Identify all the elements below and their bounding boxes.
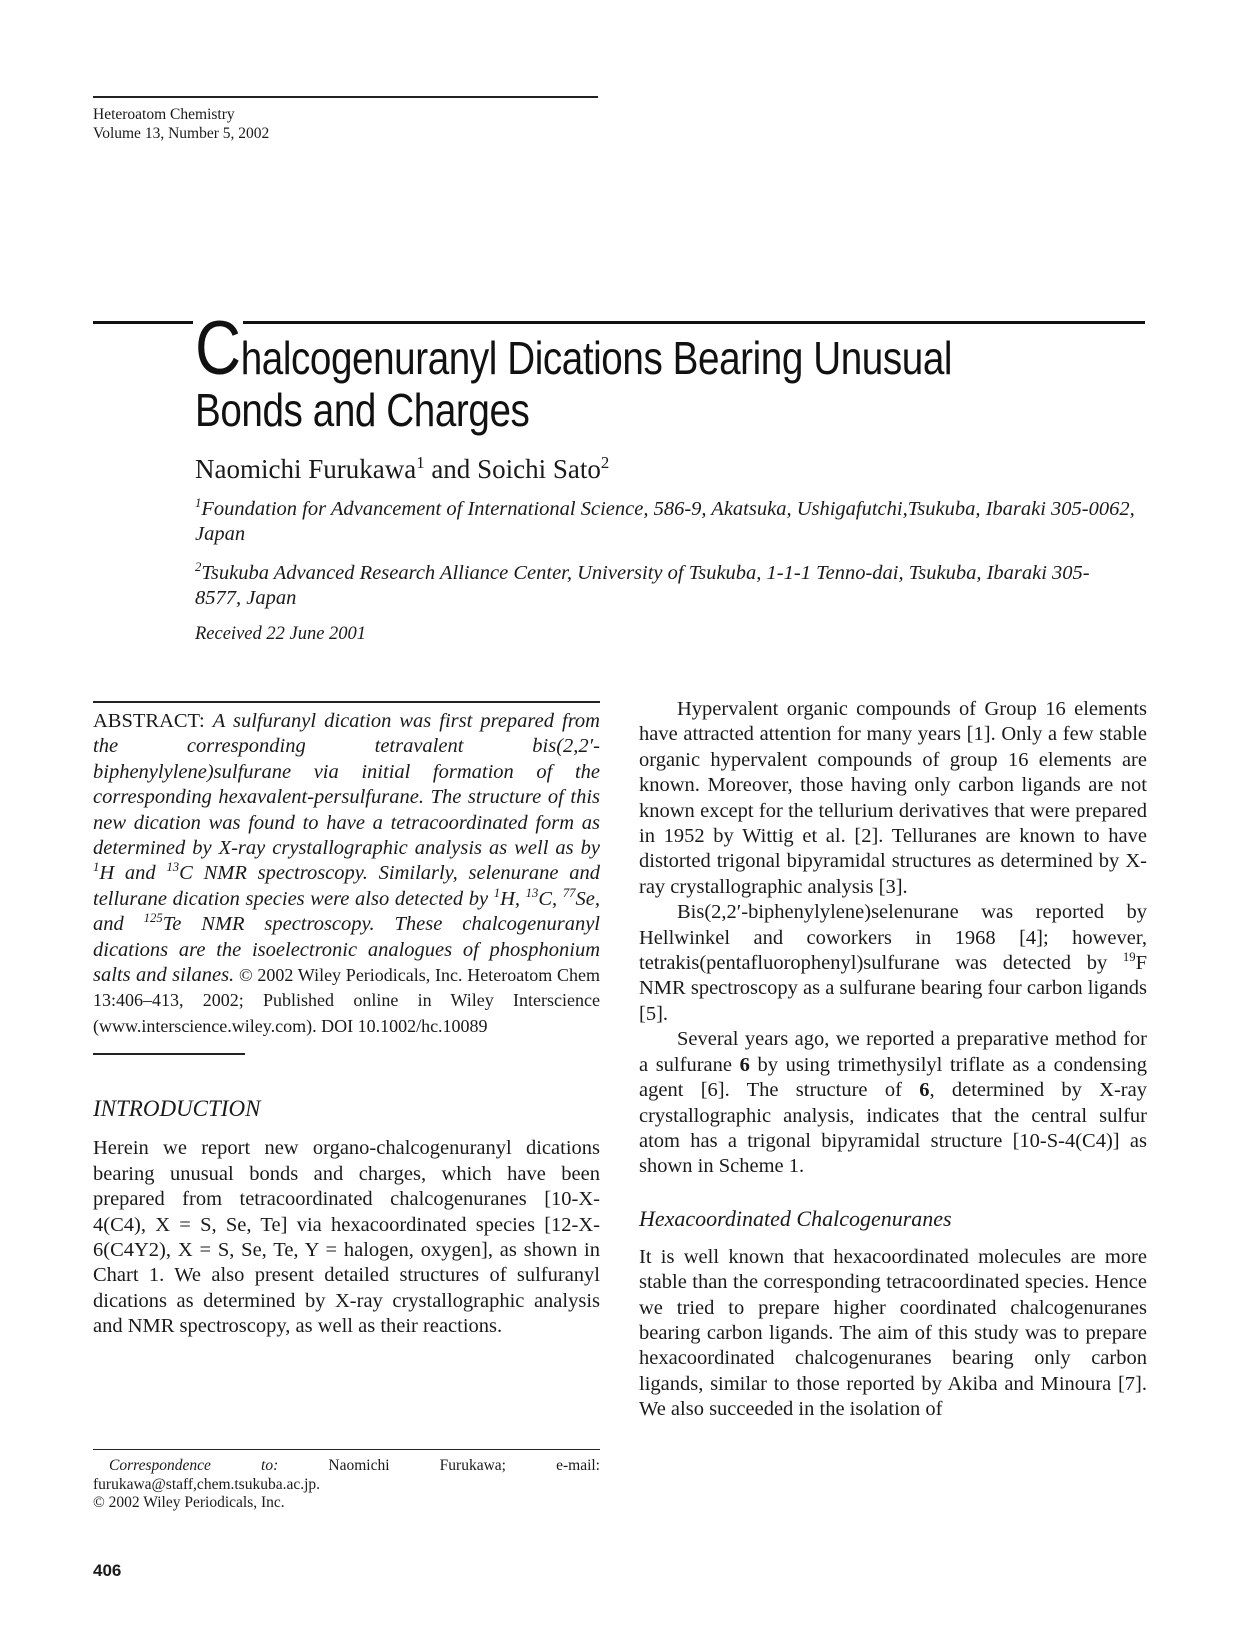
right-paragraph-3-text-b: by using trimethysilyl triflate as a condensing agent [6]. The structure of	[639, 1053, 1147, 1102]
right-column	[639, 697, 1147, 1423]
affiliation-2-text: Tsukuba Advanced Research Alliance Center, University of Tsukuba, 1-1-1 Tenno-dai, Tsukuba, Ibaraki 305-8577, Japan	[195, 562, 1090, 609]
section-heading-introduction: INTRODUCTION	[93, 1096, 261, 1122]
abstract	[93, 701, 600, 1039]
abstract-text-6: Se, and	[93, 887, 600, 936]
title-rule-left	[93, 321, 193, 324]
abstract-citation: © 2002 Wiley Periodicals, Inc. Heteroatom Chem 13:406–413, 2002; Published online in Wiley Interscience (www.interscience.wiley.com). DOI 10.1002/hc.10089	[93, 965, 600, 1036]
right-paragraph-3-text-c: , determined by X-ray crystallographic analysis, indicates that the central sulfur atom has a trigonal bipyramidal structure [10-S-4(C4)] as shown in Scheme 1.	[639, 1079, 1147, 1178]
abstract-text-3: C NMR spectroscopy. Similarly, selenurane and tellurane dication species were also detected by	[93, 862, 600, 910]
title-line-1-rest: halcogenuranyl Dications Bearing Unusual	[240, 332, 953, 384]
isotope-1h-2: 1	[493, 886, 501, 901]
affiliation-2-mark: 2	[195, 560, 202, 575]
abstract-text-1: A sulfuranyl dication was first prepared from the corresponding tetravalent bis(2,2′-biphenylylene)sulfurane via initial formation of the corresponding hexavalent-persulfurane. The structure of this new dication was found to have a tetracoordinated form as determined by X-ray crystallographic analysis as well as by	[93, 710, 600, 860]
subsection-heading-hexacoordinated: Hexacoordinated Chalcogenuranes	[639, 1205, 952, 1231]
abstract-end-rule	[93, 1053, 245, 1055]
author-2-affil-mark: 2	[600, 453, 610, 472]
abstract-label: ABSTRACT:	[93, 710, 205, 732]
author-1: Naomichi Furukawa	[195, 454, 417, 484]
compound-number-6-second: 6	[919, 1079, 930, 1102]
footnote-label: Correspondence to:	[109, 1457, 279, 1474]
affiliation-1-mark: 1	[195, 496, 202, 511]
isotope-13c: 13	[166, 860, 180, 875]
right-paragraph-2-text-b: F NMR spectroscopy as a sulfurane bearing four carbon ligands [5].	[639, 952, 1147, 1025]
journal-volume: Volume 13, Number 5, 2002	[93, 125, 270, 142]
right-paragraph-4: It is well known that hexacoordinated molecules are more stable than the corresponding tetracoordinated species. Hence we tried to prepare higher coordinated chalcogenuranes bearing carbon ligands. The aim of this study was to prepare hexacoordinated chalcogenuranes bearing only carbon ligands, similar to those reported by Akiba and Minoura [7]. We also succeeded in the isolation of	[639, 1245, 1147, 1421]
left-column	[93, 701, 600, 1340]
correspondence-footnote	[93, 1449, 600, 1513]
isotope-13c-2: 13	[525, 886, 539, 901]
abstract-text-5: C,	[538, 887, 563, 910]
journal-header	[93, 96, 598, 143]
abstract-body	[93, 710, 600, 986]
article-title	[195, 306, 1001, 436]
title-line-2: Bonds and Charges	[195, 384, 530, 436]
isotope-1h: 1	[93, 860, 100, 875]
author-2: Soichi Sato	[477, 454, 601, 484]
footnote-correspondence-line	[93, 1457, 600, 1494]
isotope-77se: 77	[562, 886, 576, 901]
introduction-paragraph: Herein we report new organo-chalcogenuranyl dications bearing unusual bonds and charges, which have been prepared from tetracoordinated chalcogenuranes [10-X-4(C4), X = S, Se, Te] via hexacoordinated species [12-X-6(C4Y2), X = S, Se, Te, Y = halogen, oxygen], as shown in Chart 1. We also present detailed structures of sulfuranyl dications as determined by X-ray crystallographic analysis and NMR spectroscopy, as well as their reactions.	[93, 1137, 600, 1338]
affiliation-1	[195, 497, 1135, 547]
right-paragraph-3	[639, 1027, 1147, 1179]
abstract-text-4: H,	[500, 887, 526, 910]
author-1-affil-mark: 1	[416, 453, 425, 472]
right-paragraph-2	[639, 900, 1147, 1027]
footnote-text: Naomichi Furukawa; e-mail: furukawa@staff,chem.tsukuba.ac.jp.	[93, 1457, 600, 1493]
footnote-copyright: © 2002 Wiley Periodicals, Inc.	[93, 1494, 285, 1511]
right-paragraph-3-text-a: Several years ago, we reported a preparative method for a sulfurane	[639, 1028, 1147, 1076]
abstract-text-2: H and	[99, 862, 167, 885]
abstract-text-7: Te NMR spectroscopy. These chalcogenuranyl dications are the isoelectronic analogues of phosphonium salts and silanes.	[93, 913, 600, 987]
isotope-19f: 19	[1122, 950, 1136, 965]
page-number: 406	[93, 1561, 122, 1580]
right-paragraph-2-text-a: Bis(2,2′-biphenylylene)selenurane was reported by Hellwinkel and coworkers in 1968 [4]; however, tetrakis(pentafluorophenyl)sulfurane was detected by	[639, 901, 1147, 975]
right-paragraph-1: Hypervalent organic compounds of Group 16 elements have attracted attention for many years [1]. Only a few stable organic hypervalent compounds of group 16 elements are known. Moreover, those having only carbon ligands are not known except for the tellurium derivatives that were prepared in 1952 by Wittig et al. [2]. Telluranes are known to have distorted trigonal bipyramidal structures as determined by X-ray crystallographic analysis [3].	[639, 698, 1147, 898]
author-list	[195, 453, 609, 485]
compound-number-6: 6	[739, 1053, 750, 1076]
title-drop-initial: C	[195, 306, 241, 391]
title-line-1	[195, 306, 1001, 391]
affiliation-1-text: Foundation for Advancement of International Science, 586-9, Akatsuka, Ushigafutchi,Tsukuba, Ibaraki 305-0062, Japan	[195, 498, 1135, 545]
journal-name: Heteroatom Chemistry	[93, 106, 235, 123]
isotope-125te: 125	[143, 911, 163, 926]
affiliation-2	[195, 561, 1135, 611]
author-connector: and	[424, 454, 478, 484]
received-date: Received 22 June 2001	[195, 624, 367, 644]
